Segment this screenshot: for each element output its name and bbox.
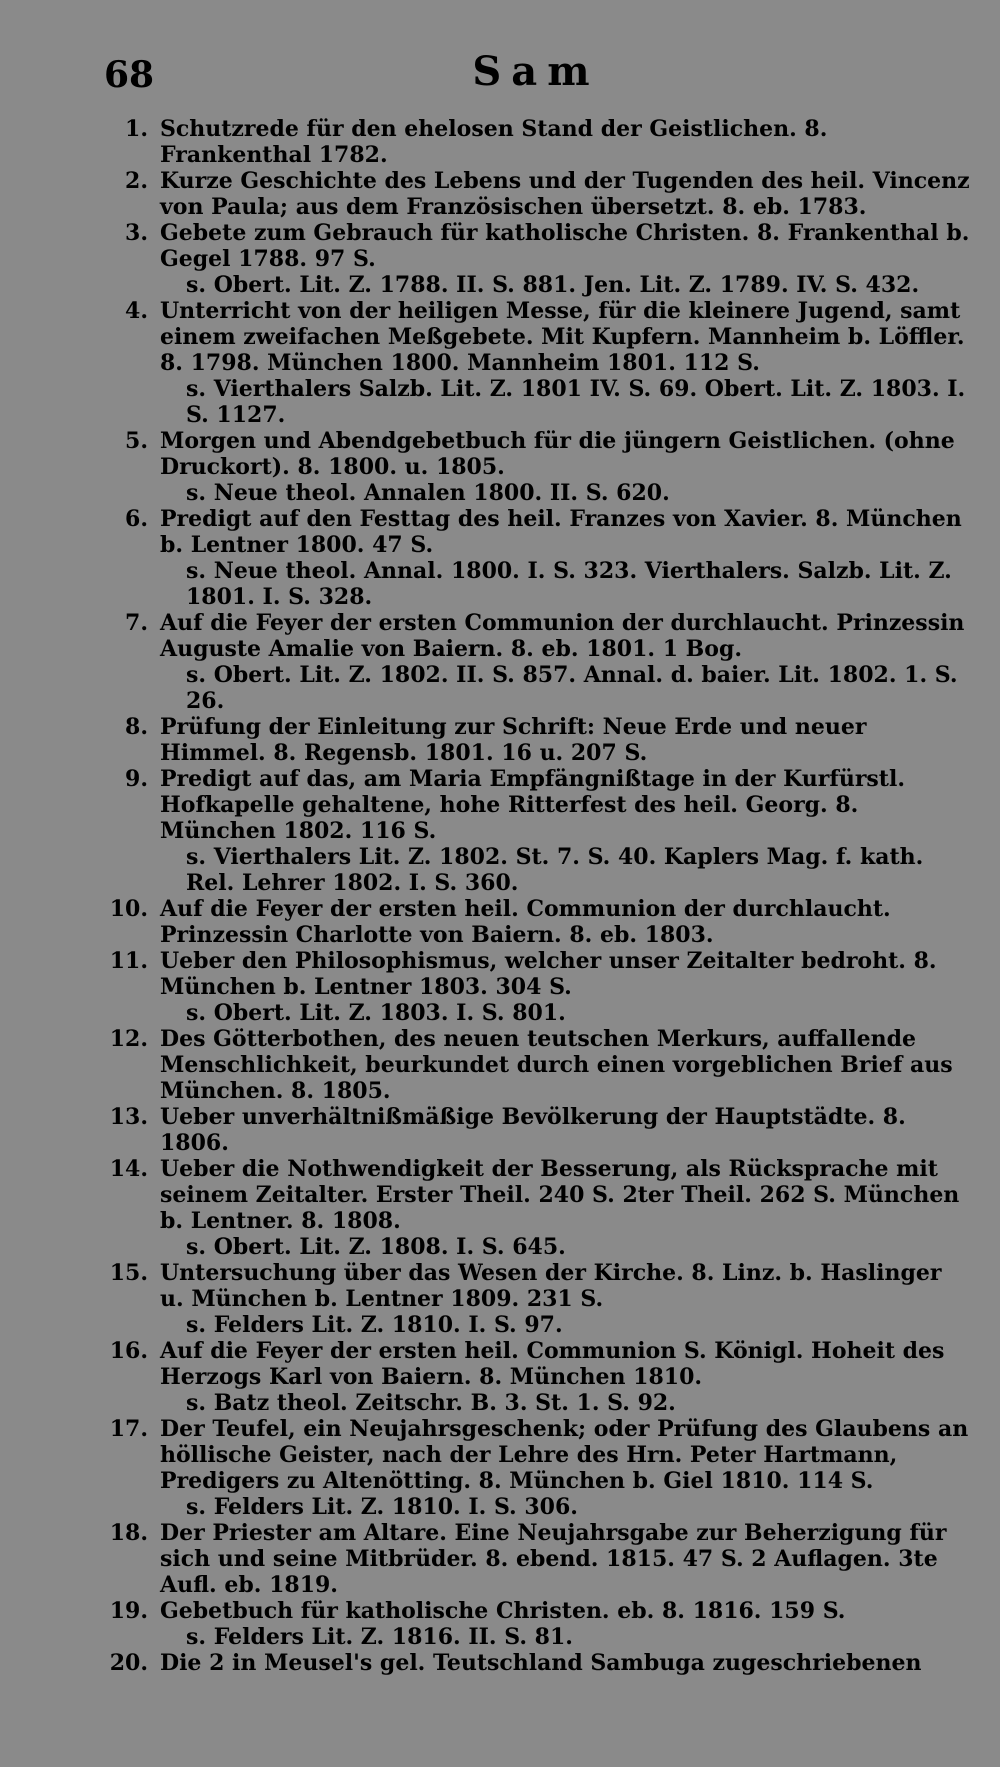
bibliography-entry: [102, 1156, 970, 1260]
entry-number: 7.: [125, 610, 148, 636]
bibliography-entry: [102, 298, 970, 428]
page-number: 68: [104, 54, 155, 96]
running-head: Sam: [472, 48, 600, 95]
entry-text: Morgen und Abendgebetbuch für die jüngern Geistlichen. (ohne Druckort). 8. 1800. u. 1805.: [160, 428, 955, 480]
bibliography-entry: [102, 428, 970, 506]
entry-text: Prüfung der Einleitung zur Schrift: Neue Erde und neuer Himmel. 8. Regensb. 1801. 16 u. 207 S.: [160, 714, 867, 766]
entry-text: Untersuchung über das Wesen der Kirche. 8. Linz. b. Haslinger u. München b. Lentner 1809. 231 S.: [160, 1260, 942, 1312]
entry-text: Des Götterbothen, des neuen teutschen Merkurs, auffallende Menschlichkeit, beurkundet durch einen vorgeblichen Brief aus München. 8. 1805.: [160, 1026, 953, 1104]
entry-reference: s. Obert. Lit. Z. 1808. I. S. 645.: [186, 1234, 566, 1260]
bibliography-entry: [102, 1598, 970, 1650]
entry-number: 13.: [109, 1104, 148, 1130]
entry-text: Kurze Geschichte des Lebens und der Tugenden des heil. Vincenz von Paula; aus dem Französischen übersetzt. 8. eb. 1783.: [160, 168, 970, 220]
bibliography-entry: [102, 1650, 970, 1676]
entry-text: Gebete zum Gebrauch für katholische Christen. 8. Frankenthal b. Gegel 1788. 97 S.: [160, 220, 970, 272]
entry-text: Ueber die Nothwendigkeit der Besserung, als Rücksprache mit seinem Zeitalter. Erster Theil. 240 S. 2ter Theil. 262 S. München b. Lentner. 8. 1808.: [160, 1156, 960, 1234]
entry-text: Auf die Feyer der ersten heil. Communion S. Königl. Hoheit des Herzogs Karl von Baiern. 8. München 1810.: [160, 1338, 945, 1390]
bibliography-entry: [102, 506, 970, 610]
entry-number: 14.: [109, 1156, 148, 1182]
entry-text: Unterricht von der heiligen Messe, für die kleinere Jugend, samt einem zweifachen Meßgebete. Mit Kupfern. Mannheim b. Löffler. 8. 1798. München 1800. Mannheim 1801. 112 S.: [160, 298, 965, 376]
entry-number: 18.: [109, 1520, 148, 1546]
entry-number: 5.: [125, 428, 148, 454]
page-header: [102, 48, 970, 110]
entry-reference: s. Felders Lit. Z. 1816. II. S. 81.: [186, 1624, 573, 1650]
entry-number: 2.: [125, 168, 148, 194]
entry-reference: s. Felders Lit. Z. 1810. I. S. 97.: [186, 1312, 563, 1338]
bibliography-entry: [102, 1260, 970, 1338]
entry-number: 11.: [109, 948, 148, 974]
entry-number: 12.: [109, 1026, 148, 1052]
entry-number: 9.: [125, 766, 148, 792]
entry-number: 6.: [125, 506, 148, 532]
entry-number: 1.: [125, 116, 148, 142]
bibliography-entry: [102, 1520, 970, 1598]
entry-text: Die 2 in Meusel's gel. Teutschland Sambuga zugeschriebenen: [160, 1650, 922, 1676]
entry-reference: s. Neue theol. Annalen 1800. II. S. 620.: [186, 480, 670, 506]
bibliography-entry: [102, 714, 970, 766]
bibliography-entry: [102, 1416, 970, 1520]
bibliography-entry: [102, 168, 970, 220]
bibliography-entry: [102, 896, 970, 948]
bibliography-entry: [102, 610, 970, 714]
entry-text: Predigt auf den Festtag des heil. Franzes von Xavier. 8. München b. Lentner 1800. 47 S.: [160, 506, 962, 558]
entry-number: 19.: [109, 1598, 148, 1624]
entry-text: Ueber unverhältnißmäßige Bevölkerung der Hauptstädte. 8. 1806.: [160, 1104, 906, 1156]
entry-number: 3.: [125, 220, 148, 246]
bibliography-entry: [102, 766, 970, 896]
entry-reference: s. Obert. Lit. Z. 1788. II. S. 881. Jen. Lit. Z. 1789. IV. S. 432.: [186, 272, 920, 298]
bibliography-entry: [102, 1104, 970, 1156]
entry-number: 17.: [109, 1416, 148, 1442]
bibliography-entry: [102, 1338, 970, 1416]
entry-text: Gebetbuch für katholische Christen. eb. 8. 1816. 159 S.: [160, 1598, 846, 1624]
entry-reference: s. Felders Lit. Z. 1810. I. S. 306.: [186, 1494, 578, 1520]
entry-reference: s. Vierthalers Salzb. Lit. Z. 1801 IV. S. 69. Obert. Lit. Z. 1803. I. S. 1127.: [186, 376, 966, 428]
entry-number: 4.: [125, 298, 148, 324]
entry-number: 16.: [109, 1338, 148, 1364]
entry-text: Auf die Feyer der ersten Communion der durchlaucht. Prinzessin Auguste Amalie von Baiern. 8. eb. 1801. 1 Bog.: [160, 610, 965, 662]
entry-reference: s. Neue theol. Annal. 1800. I. S. 323. Vierthalers. Salzb. Lit. Z. 1801. I. S. 328.: [186, 558, 952, 610]
bibliography-entry: [102, 220, 970, 298]
bibliography-entry: [102, 1026, 970, 1104]
entry-reference: s. Batz theol. Zeitschr. B. 3. St. 1. S. 92.: [186, 1390, 676, 1416]
entry-reference: s. Vierthalers Lit. Z. 1802. St. 7. S. 40. Kaplers Mag. f. kath. Rel. Lehrer 1802. I. S. 360.: [186, 844, 924, 896]
entry-number: 20.: [109, 1650, 148, 1676]
entry-text: Schutzrede für den ehelosen Stand der Geistlichen. 8. Frankenthal 1782.: [160, 116, 828, 168]
entry-reference: s. Obert. Lit. Z. 1803. I. S. 801.: [186, 1000, 566, 1026]
entry-text: Der Teufel, ein Neujahrsgeschenk; oder Prüfung des Glaubens an höllische Geister, nach der Lehre des Hrn. Peter Hartmann, Predigers zu Altenötting. 8. München b. Giel 1810. 114 S.: [160, 1416, 969, 1494]
bibliography-entry: [102, 116, 970, 168]
entry-reference: s. Obert. Lit. Z. 1802. II. S. 857. Annal. d. baier. Lit. 1802. 1. S. 26.: [186, 662, 958, 714]
entry-text: Ueber den Philosophismus, welcher unser Zeitalter bedroht. 8. München b. Lentner 1803. 304 S.: [160, 948, 937, 1000]
entry-number: 15.: [109, 1260, 148, 1286]
entry-text: Predigt auf das, am Maria Empfängnißtage in der Kurfürstl. Hofkapelle gehaltene, hohe Ritterfest des heil. Georg. 8. München 1802. 116 S.: [160, 766, 905, 844]
bibliography-list: [102, 116, 970, 1676]
bibliography-entry: [102, 948, 970, 1026]
entry-number: 8.: [125, 714, 148, 740]
entry-text: Auf die Feyer der ersten heil. Communion der durchlaucht. Prinzessin Charlotte von Baiern. 8. eb. 1803.: [160, 896, 891, 948]
entry-number: 10.: [109, 896, 148, 922]
entry-text: Der Priester am Altare. Eine Neujahrsgabe zur Beherzigung für sich und seine Mitbrüder. 8. ebend. 1815. 47 S. 2 Auflagen. 3te Aufl. eb. 1819.: [160, 1520, 947, 1598]
